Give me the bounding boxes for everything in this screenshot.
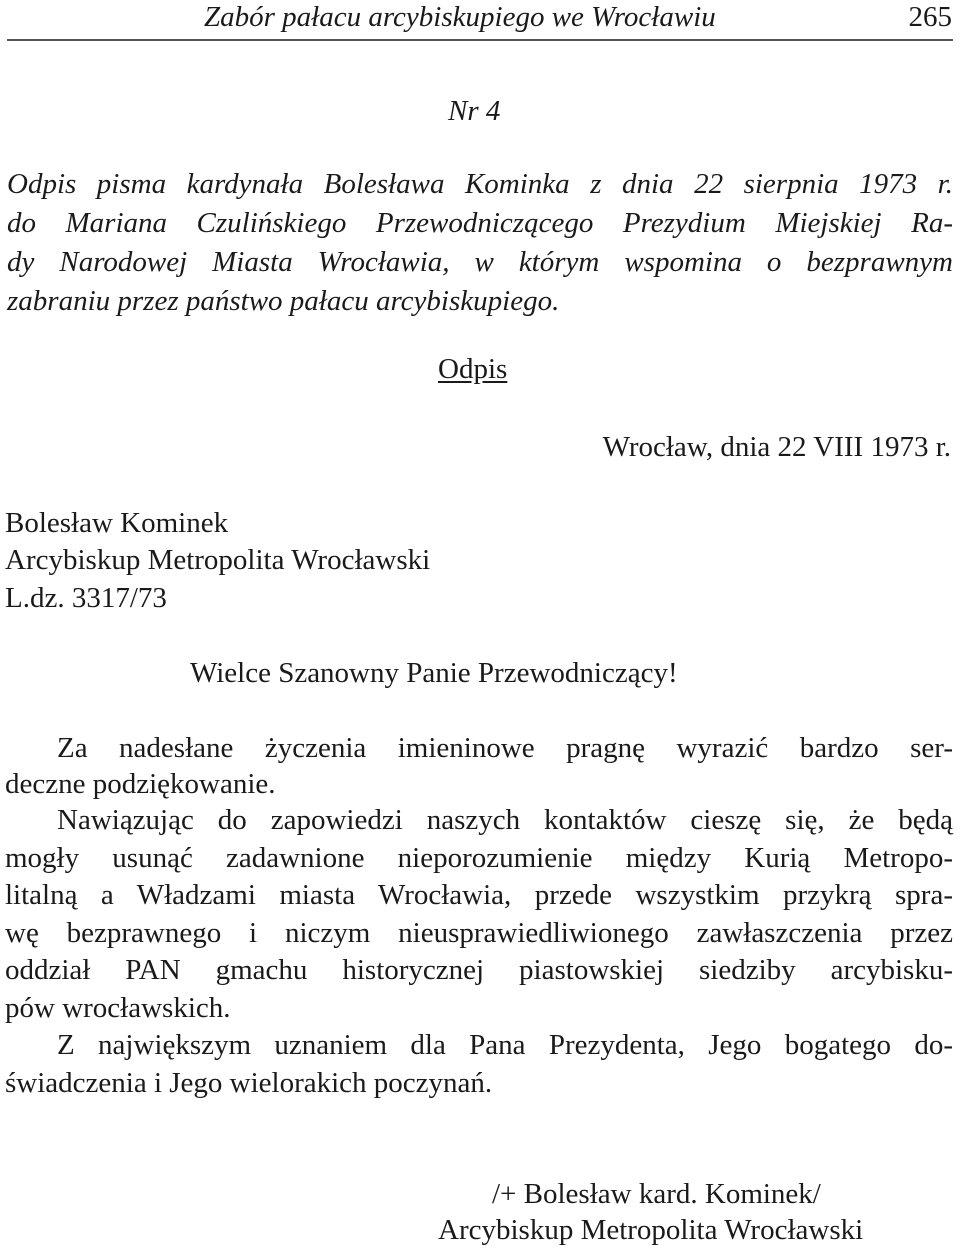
body-line: Za nadesłane życzenia imieninowe pragnę wyrazić bardzo ser- bbox=[57, 732, 953, 764]
intro-line: Odpis pisma kardynała Bolesława Kominka z dnia 22 sierpnia 1973 r. bbox=[7, 168, 953, 200]
body-line: wę bezprawnego i niczym nieusprawiedliwionego zawłaszczenia przez bbox=[5, 917, 953, 949]
running-header-title: Zabór pałacu arcybiskupiego we Wrocławiu bbox=[204, 1, 716, 33]
body-line: Nawiązując do zapowiedzi naszych kontaktów cieszę się, że będą bbox=[57, 804, 953, 836]
body-line: deczne podziękowanie. bbox=[5, 768, 276, 800]
intro-line: zabraniu przez państwo pałacu arcybiskupiego. bbox=[7, 285, 560, 317]
body-line: pów wrocławskich. bbox=[5, 992, 231, 1024]
place-date: Wrocław, dnia 22 VIII 1973 r. bbox=[602, 431, 951, 463]
intro-line: do Mariana Czulińskiego Przewodniczącego Prezydium Miejskiej Ra- bbox=[7, 207, 953, 239]
signature-name: /+ Bolesław kard. Kominek/ bbox=[492, 1178, 821, 1210]
sender-title: Arcybiskup Metropolita Wrocławski bbox=[5, 544, 431, 576]
body-line: litalną a Władzami miasta Wrocławia, przede wszystkim przykrą spra- bbox=[5, 879, 953, 911]
body-line: świadczenia i Jego wielorakich poczynań. bbox=[5, 1067, 493, 1099]
body-line: mogły usunąć zadawnione nieporozumienie między Kurią Metropo- bbox=[5, 842, 953, 874]
signature-title: Arcybiskup Metropolita Wrocławski bbox=[438, 1214, 864, 1246]
page-number: 265 bbox=[908, 1, 952, 33]
body-line: oddział PAN gmachu historycznej piastowskiej siedziby arcybisku- bbox=[5, 954, 953, 986]
body-line: Z największym uznaniem dla Pana Prezydenta, Jego bogatego do- bbox=[57, 1029, 953, 1061]
salutation: Wielce Szanowny Panie Przewodniczący! bbox=[190, 657, 678, 689]
header-divider bbox=[7, 39, 953, 41]
reference-number: L.dz. 3317/73 bbox=[5, 582, 167, 614]
sender-name: Bolesław Kominek bbox=[5, 507, 229, 539]
copy-label: Odpis bbox=[438, 353, 508, 385]
intro-line: dy Narodowej Miasta Wrocławia, w którym wspomina o bezprawnym bbox=[7, 246, 953, 278]
document-number: Nr 4 bbox=[448, 95, 501, 127]
